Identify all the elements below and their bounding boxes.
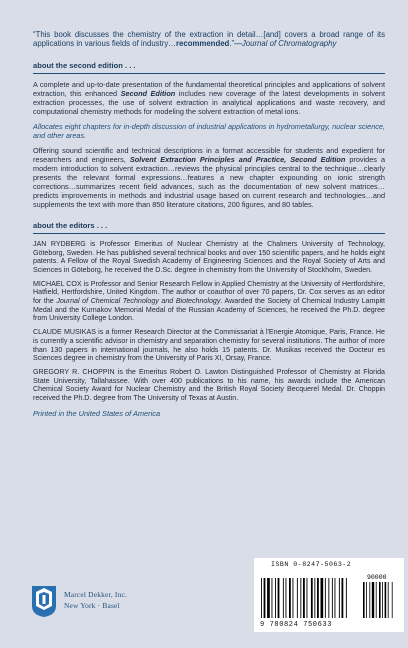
barcode-bar [332, 578, 333, 618]
barcode-bar [283, 578, 284, 618]
bio-text: . Awarded the Society of Chemical Industry Lampitt Medal and the Kurnakov Memorial Medal of the Russian Academy of Sciences, he received the Ph.D. degree from University College London. [33, 297, 385, 323]
barcode-bar [325, 578, 326, 618]
quote-text: “This book discusses the chemistry of the extraction in detail…[and] covers a broad range of its applications in various fields of industry… [33, 30, 385, 49]
para-text: A complete and up-to-date presentation of the fundamental theoretical principles and applications of solvent extraction, this enhanced [33, 79, 385, 98]
publisher-logo [30, 582, 150, 618]
barcode-bar [293, 578, 294, 618]
barcode-bar [314, 578, 315, 618]
barcode-bar [278, 578, 280, 618]
quote-source: —Journal of Chromatography [234, 39, 337, 49]
heading-rule [33, 73, 385, 74]
barcode-bar [317, 578, 319, 618]
barcode-bar [289, 578, 291, 618]
barcode-bar [392, 582, 393, 618]
barcode-bar [379, 582, 381, 618]
editor-bio-musikas: CLAUDE MUSIKAS is a former Research Director at the Commissariat à l'Energie Atomique, Paris, France. He is currently a scientific advisor in chemistry and separation chemistry for several institutions. The author of more than 130 papers in international journals, he also holds 15 patents. Dr. Musikas received the Docteur es Sciences degree in chemistry from the University of Paris XI, Orsay, France. [33, 328, 385, 363]
barcode-bar [307, 578, 308, 618]
printed-in-note: Printed in the United States of America [33, 408, 161, 418]
editor-bio-rydberg: JAN RYDBERG is Professor Emeritus of Nuclear Chemistry at the Chalmers University of Technology, Göteborg, Sweden. He has published several technical books and over 150 scientific papers, and he holds eight patents. A Fellow of the Royal Swedish Academy of Engineering Sciences and the Royal Society of Arts and Sciences in Göteborg, he received the D.Sc. degree in chemistry from the University of Stockholm, Sweden. [33, 239, 385, 274]
heading-rule [33, 233, 385, 234]
back-cover-text [33, 30, 385, 418]
book-title: Solvent Extraction Principles and Practice, Second Edition [129, 154, 346, 164]
para-text: includes new coverage of the latest developments in solvent extraction processes, the use of solvent extraction in analytical applications and waste recovery, and computational chemistry methods for modeling the solvent extraction of metal ions. [33, 88, 386, 116]
editor-bio-cox [33, 280, 385, 324]
para-text: provides a modern introduction to solvent extraction…reviews the physical principles central to the technique…clearly presents the relevant formal expressions…features a new chapter expounding on ionic strength corrections…summarizes recent field advances, such as the documentation of new solvent matrices…predicts improvements in methods and industrial usage based on current research and technologies…and supplements the text with more than 850 literature citations, 200 figures, and 80 tables. [33, 154, 385, 209]
barcode-bar [385, 582, 387, 618]
barcode-bar [267, 578, 270, 618]
second-edition-heading: about the second edition . . . [33, 60, 136, 70]
barcode-bar [321, 578, 324, 618]
barcode-bar [297, 578, 298, 618]
second-edition-para-1 [33, 80, 385, 116]
barcode-bar [376, 582, 377, 618]
barcode-bar [275, 578, 276, 618]
review-quote [33, 30, 385, 49]
barcode-bar [388, 582, 389, 618]
barcode-bar [366, 582, 367, 618]
barcode-bar [363, 582, 365, 618]
barcode-bar [335, 578, 336, 618]
edition-emphasis: Second Edition [120, 88, 176, 98]
journal-title: Journal of Chemical Technology and Biotechnology [56, 297, 221, 306]
ean-number: 9 780824 750633 [260, 621, 333, 629]
editor-bio-choppin: GREGORY R. CHOPPIN is the Emeritus Robert O. Lawton Distinguished Professor of Chemistry at Florida State University, Tallahassee. With over 400 publications to his name, his awards include the American Chemical Society Award for Nuclear Chemistry and the British Royal Society Becquerel Medal. Dr. Choppin received the Ph.D. degree from The University of Texas at Austin. [33, 367, 385, 403]
barcode-bar [272, 578, 273, 618]
barcode-bar [261, 578, 262, 618]
second-edition-para-3 [33, 146, 385, 209]
barcode-bar [300, 578, 301, 618]
quote-emphasis: recommended [176, 39, 230, 49]
publisher-city: New York · Basel [64, 601, 120, 610]
barcode-bar [372, 582, 374, 618]
barcode-bar [311, 578, 313, 618]
isbn-text: ISBN 0-8247-5063-2 [271, 561, 352, 568]
barcode-bar [328, 578, 329, 618]
barcode-bar [369, 582, 370, 618]
barcode-bars [259, 572, 401, 624]
barcode-bar [342, 578, 344, 618]
para-text: Offering sound scientific and technical descriptions in a format accessible for students and expedient for researchers and engineers, [33, 145, 385, 164]
editors-heading: about the editors . . . [33, 220, 108, 230]
barcode-bar [286, 578, 287, 618]
supplement-code: 90000 [367, 574, 387, 581]
bio-text: MICHAEL COX is Professor and Senior Research Fellow in Applied Chemistry at the University of Hertfordshire, Hatfield, Hertfordshire, United Kingdom. The author or coauthor of over 70 papers, Dr. Cox serves as an editor for the [33, 279, 385, 306]
barcode-bar [303, 578, 305, 618]
barcode-bar [346, 578, 347, 618]
barcode-bar [339, 578, 340, 618]
barcode-bar [382, 582, 383, 618]
publisher-emblem-icon [30, 582, 58, 618]
quote-end: .” [229, 39, 235, 49]
second-edition-para-2: Allocates eight chapters for in-depth discussion of industrial applications in hydrometallurgy, nuclear science, and other areas. [33, 121, 385, 140]
barcode-bar [264, 578, 266, 618]
publisher-name: Marcel Dekker, Inc. [64, 590, 128, 599]
